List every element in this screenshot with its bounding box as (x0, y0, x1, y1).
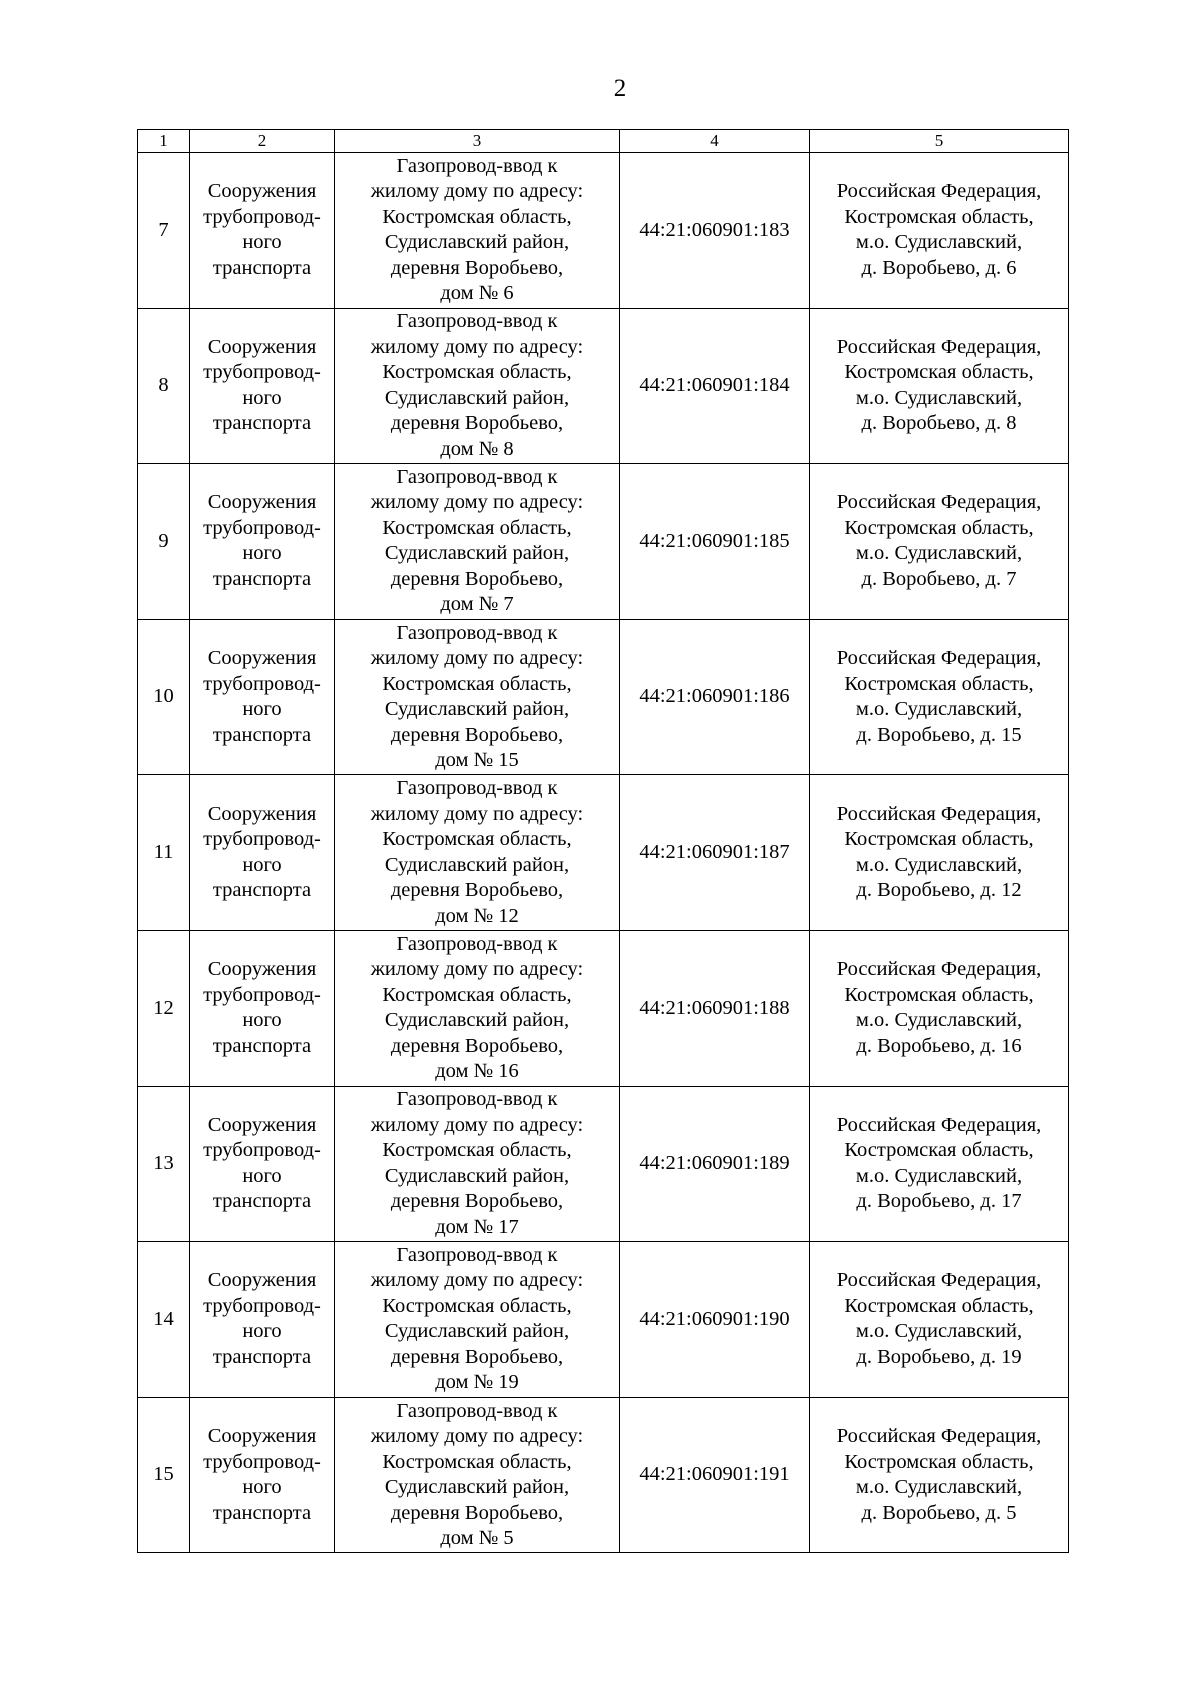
object-name-line: Костромская область, (382, 516, 572, 539)
object-name (335, 775, 620, 931)
row-number: 10 (138, 619, 190, 775)
table-row (138, 1086, 1069, 1242)
table-row (138, 464, 1069, 620)
page-number: 2 (613, 75, 627, 102)
object-name-line: жилому дому по адресу: (370, 1113, 584, 1136)
column-number: 2 (190, 130, 335, 153)
object-location-line: Костромская область, (844, 205, 1034, 228)
object-name (335, 1086, 620, 1242)
table-row (138, 1397, 1069, 1553)
object-location-line: м.о. Судиславский, (855, 1320, 1023, 1343)
object-name-line: жилому дому по адресу: (370, 180, 584, 203)
object-name-line: Судиславский район, (384, 1476, 570, 1499)
object-location-line: м.о. Судиславский, (855, 1476, 1023, 1499)
object-location-line: м.о. Судиславский, (855, 1009, 1023, 1032)
object-location-line: Костромская область, (844, 983, 1034, 1006)
object-location-line: д. Воробьево, д. 7 (861, 567, 1017, 590)
table-row (138, 153, 1069, 309)
object-type-line: трубопровод- (203, 516, 321, 539)
table-row (138, 619, 1069, 775)
object-name-line: Судиславский район, (384, 853, 570, 876)
object-type-line: трубопровод- (203, 983, 321, 1006)
object-name-line: Костромская область, (382, 1139, 572, 1162)
object-location-line: м.о. Судиславский, (855, 853, 1023, 876)
object-type (190, 308, 335, 464)
object-location-line: м.о. Судиславский, (855, 1164, 1023, 1187)
object-name-line: жилому дому по адресу: (370, 491, 584, 514)
row-number: 12 (138, 930, 190, 1086)
column-number-row (138, 130, 1069, 153)
object-location-line: Российская Федерация, (836, 647, 1042, 670)
object-name-line: Костромская область, (382, 361, 572, 384)
object-location (810, 775, 1069, 931)
object-location-line: Костромская область, (844, 672, 1034, 695)
table-row (138, 1242, 1069, 1398)
object-type-line: Сооружения (207, 180, 317, 203)
object-name (335, 153, 620, 309)
object-name-line: дом № 5 (440, 1527, 514, 1550)
object-type-line: ного (242, 1009, 282, 1032)
object-location-line: м.о. Судиславский, (855, 231, 1023, 254)
object-type-line: Сооружения (207, 958, 317, 981)
object-type-line: трубопровод- (203, 205, 321, 228)
object-type-line: транспорта (212, 1190, 312, 1213)
row-number: 13 (138, 1086, 190, 1242)
object-location-line: м.о. Судиславский, (855, 386, 1023, 409)
object-name-line: Газопровод-ввод к (396, 310, 558, 333)
cadastral-number: 44:21:060901:189 (620, 1086, 810, 1242)
object-type (190, 775, 335, 931)
object-name-line: Газопровод-ввод к (396, 1243, 558, 1266)
registry-table (137, 129, 1069, 1553)
object-type-line: трубопровод- (203, 1294, 321, 1317)
object-name-line: Костромская область, (382, 1450, 572, 1473)
object-name-line: Газопровод-ввод к (396, 465, 558, 488)
object-type-line: трубопровод- (203, 672, 321, 695)
object-type-line: Сооружения (207, 802, 317, 825)
object-type-line: трубопровод- (203, 1139, 321, 1162)
object-name-line: Газопровод-ввод к (396, 154, 558, 177)
object-name-line: Газопровод-ввод к (396, 1088, 558, 1111)
object-name-line: Газопровод-ввод к (396, 1399, 558, 1422)
object-name-line: Костромская область, (382, 205, 572, 228)
row-number: 15 (138, 1397, 190, 1553)
object-type-line: транспорта (212, 412, 312, 435)
object-location (810, 308, 1069, 464)
cadastral-number: 44:21:060901:191 (620, 1397, 810, 1553)
object-name-line: дом № 6 (440, 282, 514, 305)
object-type-line: транспорта (212, 879, 312, 902)
object-type-line: ного (242, 1320, 282, 1343)
object-name-line: деревня Воробьево, (390, 1034, 564, 1057)
object-type-line: Сооружения (207, 647, 317, 670)
object-location-line: Российская Федерация, (836, 1113, 1042, 1136)
object-name-line: дом № 15 (435, 749, 519, 772)
object-name-line: Судиславский район, (384, 1009, 570, 1032)
object-location (810, 1242, 1069, 1398)
object-location-line: Костромская область, (844, 1450, 1034, 1473)
object-name (335, 308, 620, 464)
object-location-line: д. Воробьево, д. 6 (861, 256, 1017, 279)
object-name-line: дом № 7 (440, 593, 514, 616)
object-name-line: жилому дому по адресу: (370, 647, 584, 670)
object-location-line: Российская Федерация, (836, 491, 1042, 514)
table-body (138, 130, 1069, 1553)
object-location-line: д. Воробьево, д. 17 (856, 1190, 1022, 1213)
object-type-line: Сооружения (207, 1425, 317, 1448)
object-location-line: Российская Федерация, (836, 958, 1042, 981)
column-number: 1 (138, 130, 190, 153)
object-location (810, 619, 1069, 775)
object-name-line: деревня Воробьево, (390, 1345, 564, 1368)
object-name (335, 619, 620, 775)
cadastral-number: 44:21:060901:190 (620, 1242, 810, 1398)
object-type-line: транспорта (212, 1501, 312, 1524)
row-number: 9 (138, 464, 190, 620)
object-name-line: жилому дому по адресу: (370, 1269, 584, 1292)
object-name-line: Судиславский район, (384, 698, 570, 721)
object-location-line: Костромская область, (844, 1139, 1034, 1162)
object-name-line: деревня Воробьево, (390, 1501, 564, 1524)
object-type-line: ного (242, 542, 282, 565)
object-type-line: трубопровод- (203, 1450, 321, 1473)
object-location (810, 464, 1069, 620)
table-row (138, 930, 1069, 1086)
object-name-line: деревня Воробьево, (390, 256, 564, 279)
object-type (190, 1397, 335, 1553)
object-location-line: Костромская область, (844, 1294, 1034, 1317)
object-name-line: Судиславский район, (384, 1164, 570, 1187)
object-type (190, 619, 335, 775)
object-name-line: деревня Воробьево, (390, 879, 564, 902)
object-type (190, 1242, 335, 1398)
object-type (190, 153, 335, 309)
object-name-line: Судиславский район, (384, 231, 570, 254)
object-name-line: дом № 8 (440, 437, 514, 460)
cadastral-number: 44:21:060901:185 (620, 464, 810, 620)
object-location-line: м.о. Судиславский, (855, 542, 1023, 565)
row-number: 11 (138, 775, 190, 931)
object-name-line: Газопровод-ввод к (396, 777, 558, 800)
object-location-line: Российская Федерация, (836, 335, 1042, 358)
object-name (335, 930, 620, 1086)
object-name-line: дом № 17 (435, 1215, 519, 1238)
object-name (335, 1397, 620, 1553)
object-name-line: Газопровод-ввод к (396, 621, 558, 644)
cadastral-number: 44:21:060901:186 (620, 619, 810, 775)
object-type-line: трубопровод- (203, 828, 321, 851)
object-type (190, 930, 335, 1086)
object-name-line: Судиславский район, (384, 386, 570, 409)
object-location (810, 930, 1069, 1086)
object-location-line: д. Воробьево, д. 16 (856, 1034, 1022, 1057)
object-type-line: ного (242, 1476, 282, 1499)
object-name-line: дом № 19 (435, 1371, 519, 1394)
object-name-line: жилому дому по адресу: (370, 958, 584, 981)
object-type-line: транспорта (212, 256, 312, 279)
object-name-line: Судиславский район, (384, 542, 570, 565)
object-name-line: деревня Воробьево, (390, 723, 564, 746)
object-location-line: Российская Федерация, (836, 1425, 1042, 1448)
object-name-line: жилому дому по адресу: (370, 802, 584, 825)
object-name-line: Костромская область, (382, 983, 572, 1006)
table-row (138, 308, 1069, 464)
object-name-line: жилому дому по адресу: (370, 1425, 584, 1448)
object-location (810, 153, 1069, 309)
object-name-line: Костромская область, (382, 828, 572, 851)
object-type-line: транспорта (212, 567, 312, 590)
object-location-line: д. Воробьево, д. 19 (856, 1345, 1022, 1368)
column-number: 3 (335, 130, 620, 153)
object-name-line: Костромская область, (382, 1294, 572, 1317)
object-name-line: жилому дому по адресу: (370, 335, 584, 358)
object-type-line: Сооружения (207, 1113, 317, 1136)
object-name-line: деревня Воробьево, (390, 567, 564, 590)
cadastral-number: 44:21:060901:188 (620, 930, 810, 1086)
object-location (810, 1086, 1069, 1242)
object-name-line: дом № 16 (435, 1060, 519, 1083)
table-row (138, 775, 1069, 931)
row-number: 8 (138, 308, 190, 464)
object-location-line: Российская Федерация, (836, 1269, 1042, 1292)
row-number: 14 (138, 1242, 190, 1398)
object-name-line: дом № 12 (435, 904, 519, 927)
object-type (190, 464, 335, 620)
object-location (810, 1397, 1069, 1553)
object-name (335, 464, 620, 620)
object-location-line: м.о. Судиславский, (855, 698, 1023, 721)
object-type-line: ного (242, 231, 282, 254)
object-type-line: транспорта (212, 723, 312, 746)
row-number: 7 (138, 153, 190, 309)
cadastral-number: 44:21:060901:183 (620, 153, 810, 309)
object-name-line: Газопровод-ввод к (396, 932, 558, 955)
object-type-line: ного (242, 853, 282, 876)
object-type-line: транспорта (212, 1345, 312, 1368)
object-location-line: д. Воробьево, д. 15 (856, 723, 1022, 746)
object-location-line: Российская Федерация, (836, 180, 1042, 203)
cadastral-number: 44:21:060901:184 (620, 308, 810, 464)
object-type-line: трубопровод- (203, 361, 321, 384)
object-location-line: Российская Федерация, (836, 802, 1042, 825)
cadastral-number: 44:21:060901:187 (620, 775, 810, 931)
object-name-line: Костромская область, (382, 672, 572, 695)
object-location-line: д. Воробьево, д. 5 (861, 1501, 1017, 1524)
object-type (190, 1086, 335, 1242)
object-name (335, 1242, 620, 1398)
object-type-line: Сооружения (207, 491, 317, 514)
object-location-line: д. Воробьево, д. 12 (856, 879, 1022, 902)
object-type-line: ного (242, 1164, 282, 1187)
object-type-line: ного (242, 386, 282, 409)
object-type-line: Сооружения (207, 335, 317, 358)
object-type-line: транспорта (212, 1034, 312, 1057)
object-location-line: Костромская область, (844, 828, 1034, 851)
object-location-line: д. Воробьево, д. 8 (861, 412, 1017, 435)
object-name-line: деревня Воробьево, (390, 1190, 564, 1213)
column-number: 4 (620, 130, 810, 153)
object-type-line: ного (242, 698, 282, 721)
object-location-line: Костромская область, (844, 516, 1034, 539)
object-name-line: деревня Воробьево, (390, 412, 564, 435)
object-type-line: Сооружения (207, 1269, 317, 1292)
column-number: 5 (810, 130, 1069, 153)
object-location-line: Костромская область, (844, 361, 1034, 384)
object-name-line: Судиславский район, (384, 1320, 570, 1343)
